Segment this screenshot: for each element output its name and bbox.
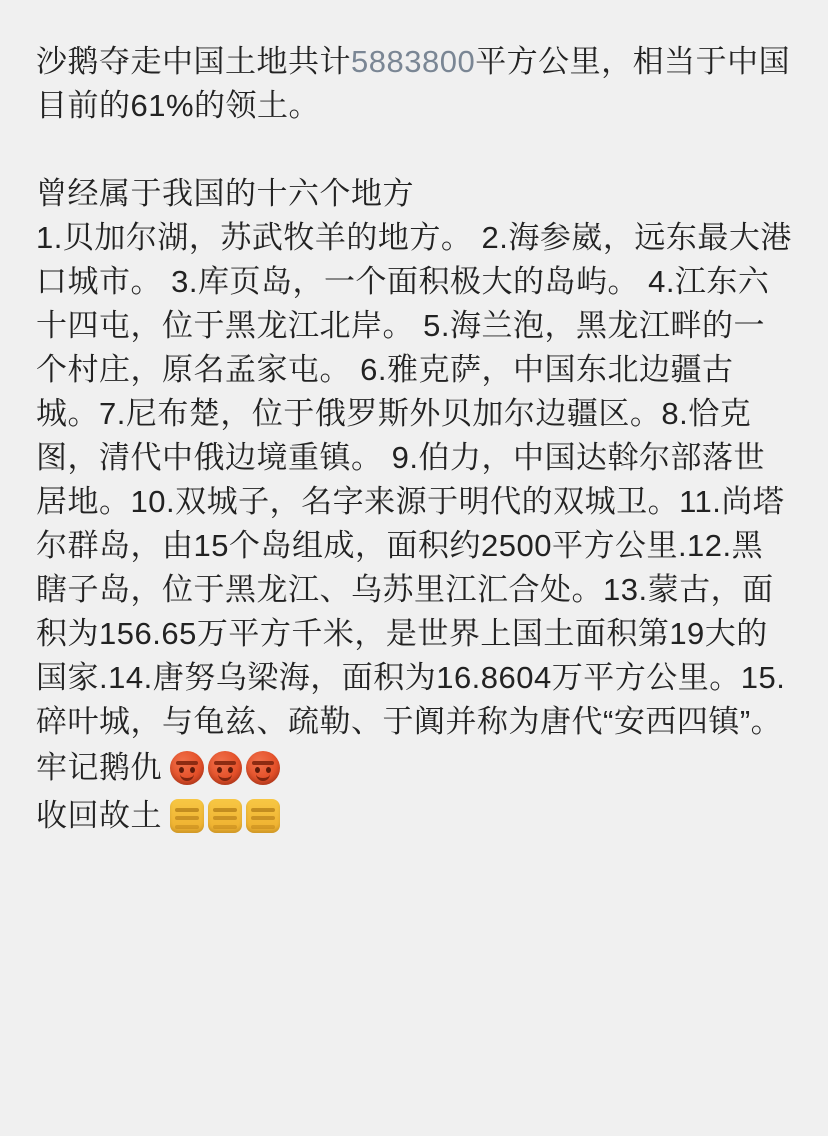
area-number: 5883800 bbox=[351, 44, 476, 79]
slogan-1-text: 牢记鹅仇 bbox=[36, 750, 162, 785]
body-list-text: 1.贝加尔湖，苏武牧羊的地方。 2.海参崴，远东最大港口城市。 3.库页岛，一个面积极大的岛屿。 4.江东六十四屯，位于黑龙江北岸。 5.海兰泡，黑龙江畔的一个村庄，原名孟家屯。 6.雅克萨，中国东北边疆古城。7.尼布楚，位于俄罗斯外贝加尔边疆区。8.恰克图，清代中俄边境重镇。 9.伯力，中国达斡尔部落世居地。10.双城子，名字来源于明代的双城卫。11.尚塔尔群岛，由15个岛组成，面积约2500平方公里.12.黑瞎子岛，位于黑龙江、乌苏里江汇合处。13.蒙古，面积为156.65万平方千米，是世界上国土面积第19大的国家.14.唐努乌梁海，面积为16.8604万平方公里。15.碎叶城，与龟兹、疏勒、于阗并称为唐代“安西四镇”。 bbox=[36, 220, 792, 739]
slogan-line-2 bbox=[36, 792, 792, 840]
body-heading: 曾经属于我国的十六个地方 bbox=[36, 176, 414, 211]
angry-eye-right bbox=[266, 767, 271, 773]
lead-text-after: 平方公里，相当于中国目前的61%的领土。 bbox=[36, 44, 791, 123]
angry-eye-left bbox=[217, 767, 222, 773]
angry-eye-right bbox=[190, 767, 195, 773]
angry-face-icon bbox=[246, 751, 280, 785]
angry-eye-right bbox=[228, 767, 233, 773]
raised-fist-icon bbox=[170, 799, 204, 833]
lead-text-before: 沙鹅夺走中国土地共计 bbox=[36, 44, 351, 79]
slogan-2-text: 收回故土 bbox=[36, 798, 162, 833]
raised-fist-icon bbox=[246, 799, 280, 833]
slogan-line-1 bbox=[36, 744, 792, 792]
angry-eye-left bbox=[179, 767, 184, 773]
paragraph-spacer bbox=[36, 128, 792, 172]
angry-face-icon bbox=[170, 751, 204, 785]
angry-eye-left bbox=[255, 767, 260, 773]
angry-face-icon bbox=[208, 751, 242, 785]
lead-paragraph bbox=[36, 40, 792, 128]
raised-fist-icon bbox=[208, 799, 242, 833]
